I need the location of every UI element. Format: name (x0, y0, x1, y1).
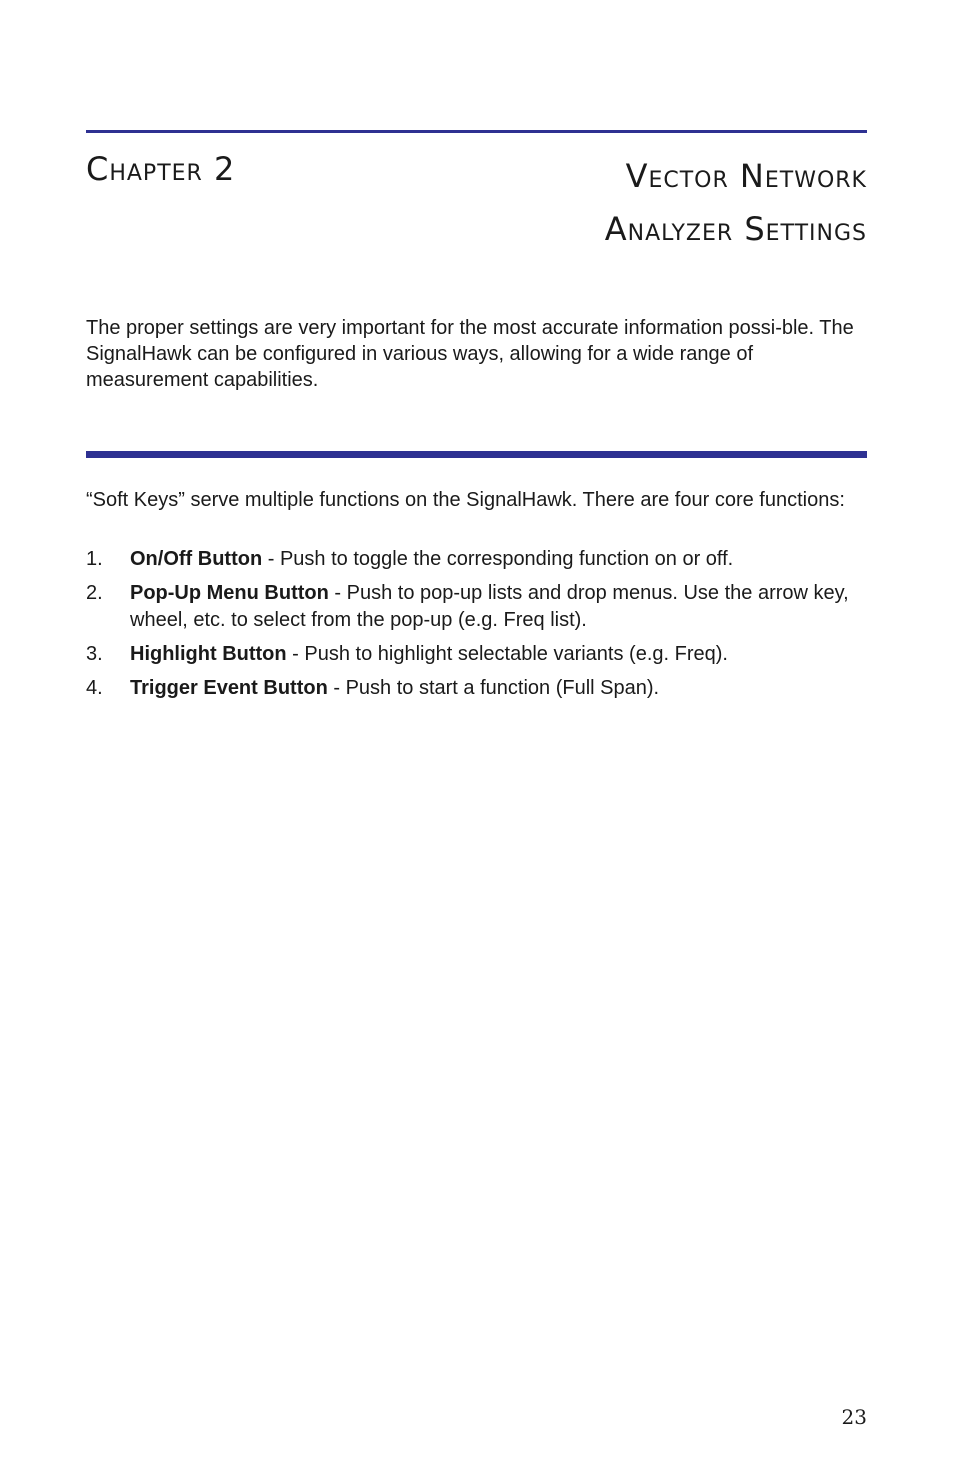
chapter-number: Chapter 2 (86, 150, 236, 188)
list-item-number: 1. (86, 548, 103, 570)
list-item (86, 641, 867, 668)
soft-keys-intro: “Soft Keys” serve multiple functions on the SignalHawk. There are four core functions: (86, 489, 845, 511)
list-item-description: - Push to toggle the corresponding function on or off. (262, 548, 734, 570)
soft-key-functions-list (86, 546, 867, 709)
list-item-description: - Push to pop-up lists and drop menus. Use the arrow key, wheel, etc. to select from the pop-up (e.g. Freq list). (130, 582, 849, 631)
list-item-number: 4. (86, 677, 103, 699)
page-number: 23 (841, 1405, 867, 1429)
intro-paragraph: The proper settings are very important for the most accurate information possi-ble. The SignalHawk can be configured in various ways, allowing for a wide range of measurement capabilities. (86, 317, 854, 391)
list-item (86, 546, 867, 573)
list-item (86, 675, 867, 702)
list-item-term: Trigger Event Button (130, 677, 328, 699)
list-item-term: Highlight Button (130, 643, 287, 665)
list-item-description: - Push to start a function (Full Span). (327, 677, 660, 699)
list-item-term: On/Off Button (130, 548, 263, 570)
chapter-header-rule (86, 130, 867, 133)
chapter-title-line-1: Vector Network (625, 157, 867, 195)
chapter-title (605, 150, 867, 256)
chapter-title-line-2: Analyzer Settings (604, 210, 867, 248)
list-item-description: - Push to highlight selectable variants (e.g. Freq). (286, 643, 728, 665)
list-item-number: 2. (86, 582, 103, 604)
section-divider-rule (86, 451, 867, 458)
list-item (86, 580, 867, 634)
list-item-term: Pop-Up Menu Button (130, 582, 329, 604)
list-item-number: 3. (86, 643, 103, 665)
